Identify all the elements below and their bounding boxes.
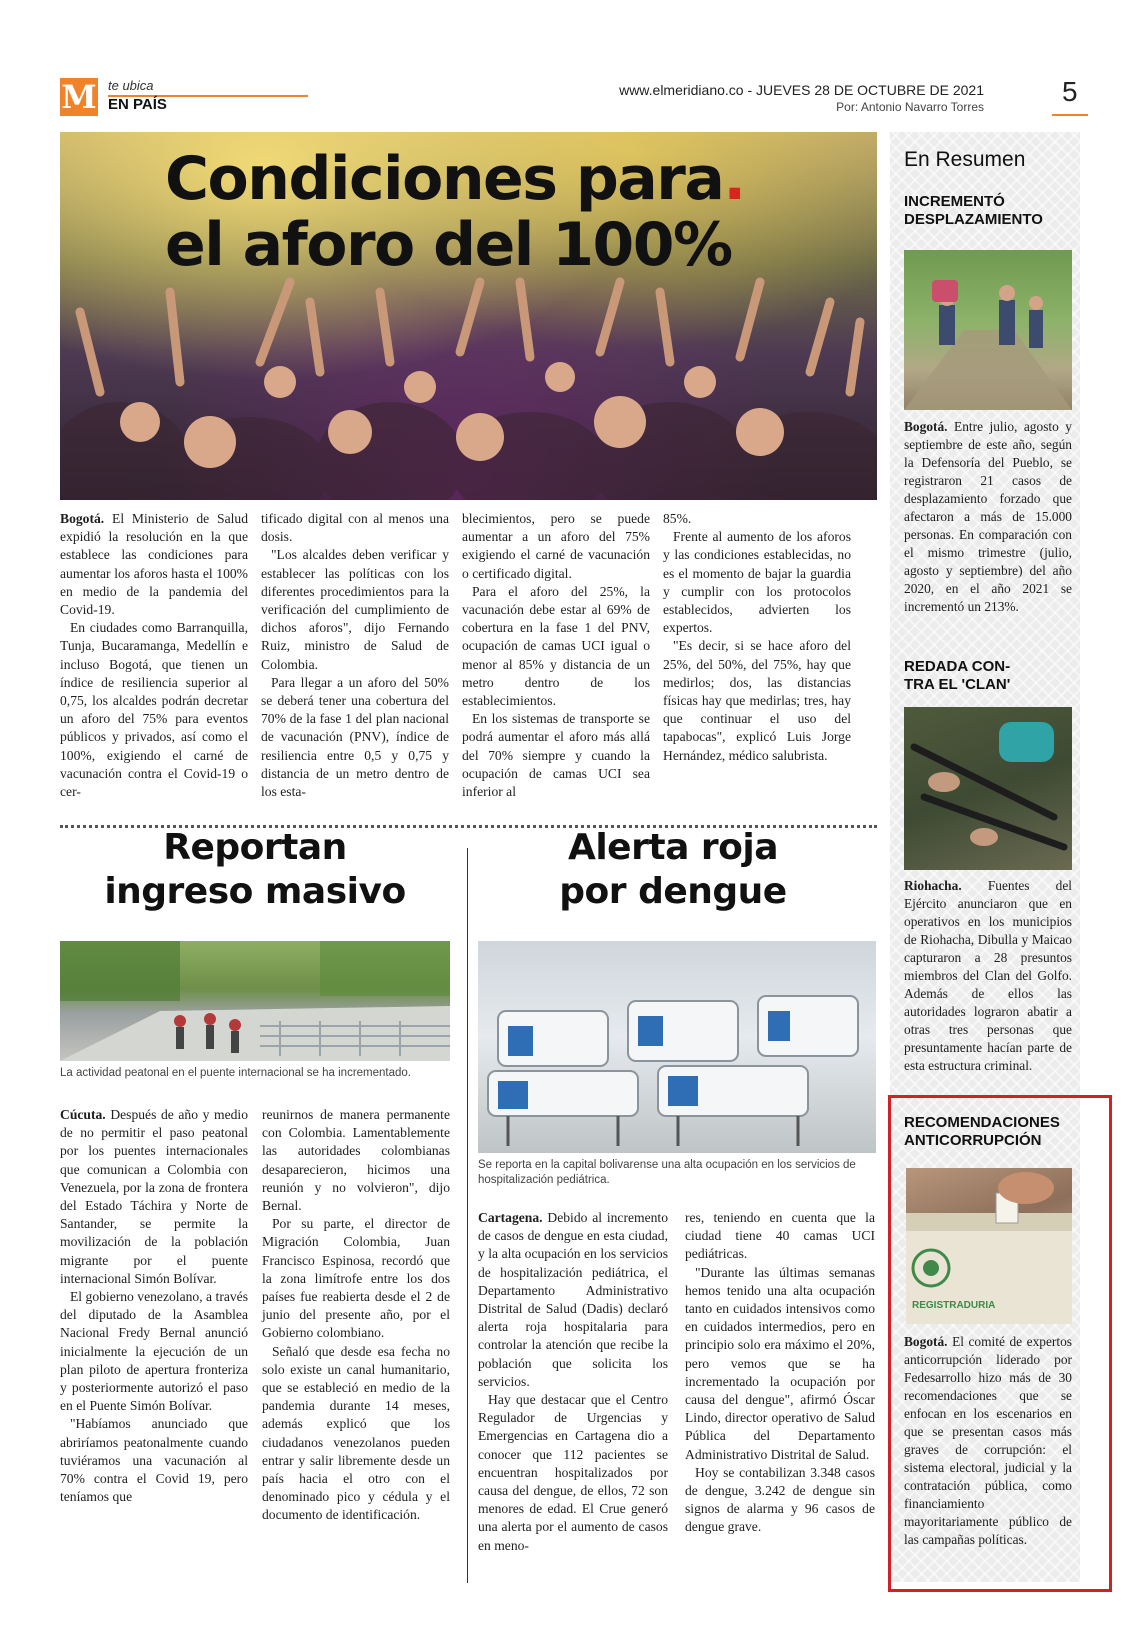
sidebar-item1-body: Entre julio, agosto y septiembre de este año, según la Defensoría del Pueblo, se registraron 21 casos de desplazamiento forzado que afectaron a más de 15.000 personas. En comparación con el mismo trimestre (julio, agosto y septiembre) del año 2020, en el año 2021 se incrementó un 213%. — [904, 419, 1072, 614]
byline: Por: Antonio Navarro Torres — [836, 100, 984, 114]
page-number-rule — [1052, 114, 1088, 116]
lead-col4-p3: "Es decir, si se hace aforo del 25%, del 50%, del 75%, hay que medirlos; dos, las distancias físicas hay que medirlas; tres, hay que continuar el uso del tapabocas", explicó Luis Jorge Hernández, médico salubrista. — [663, 638, 851, 763]
lead-col2-p3: Para llegar a un aforo del 50% se deberá tener una cobertura del 70% de la fase 1 del plan nacional de vacunación (PNV), índice de resiliencia entre 0,5 y 0,75 y distancia de un metro dentro de los esta- — [261, 674, 449, 800]
weapons-illustration — [904, 707, 1072, 870]
border-col1-p1: Después de año y medio de no permitir el paso peatonal por los puentes internacionales que comunican a Colombia con Venezuela, por la zona de frontera del Estado Táchira y Norte de Santander, se permite la movilización de la población migrante por el puente internacional Simón Bolívar. — [60, 1107, 248, 1286]
lead-column-3 — [462, 510, 650, 801]
sidebar-item2-headline — [904, 658, 1010, 694]
sidebar-item1-text — [904, 418, 1072, 616]
lead-col3-p3: En los sistemas de transporte se podrá aumentar el aforo más allá del 70% siempre y cuando la ocupación de camas UCI sea inferior al — [462, 711, 650, 800]
hero-crowd-photo — [60, 132, 877, 500]
newspaper-logo: M — [61, 78, 97, 116]
displacement-illustration — [904, 250, 1072, 410]
ballot-box-illustration — [906, 1168, 1072, 1324]
border-col1-p2: El gobierno venezolano, a través del diputado de la Asamblea Nacional Fredy Bernal anunció inicialmente la ejecución de un plan piloto de apertura fronteriza y posteriormente autorizó el paso en el Puente Simón Bolívar. — [60, 1289, 248, 1414]
dengue-headline-line1: Alerta roja — [567, 827, 779, 868]
sidebar-item2-body: Fuentes del Ejército anunciaron que en operativos en los municipios de Riohacha, Dibulla y Maicao capturaron a 28 presuntos miembros del Clan del Golfo. Además de ellos las autoridades lograron abatir a otras tres personas que presuntamente hacían parte de esta estructura criminal. — [904, 878, 1072, 1073]
sidebar-item2-headline-line2: TRA EL 'CLAN' — [904, 676, 1011, 693]
dengue-column-1 — [478, 1209, 668, 1555]
border-dateline: Cúcuta. — [60, 1107, 106, 1122]
sidebar-item3-text — [904, 1333, 1072, 1549]
lead-headline-line1: Condiciones para — [165, 144, 724, 214]
dengue-column-2 — [685, 1209, 875, 1537]
sidebar-item2-text — [904, 877, 1072, 1075]
sidebar-title: En Resumen — [904, 148, 1026, 171]
hospital-beds-photo — [478, 941, 876, 1153]
hospital-beds-illustration — [478, 941, 876, 1153]
lead-col3-p2: Para el aforo del 25%, la vacunación debe estar al 69% de cobertura en la fase 1 del PNV, ocupación de camas UCI igual o menor al 85% y distancia de un metro dentro de los establecimientos. — [462, 583, 650, 709]
dengue-col2-p2: "Durante las últimas semanas hemos tenido una alta ocupación tanto en cuidados intensivos como en cuidados intermedios, pero en principio solo era máximo el 20%, pero vemos que se ha incrementado la ocupación por causa del dengue", afirmó Óscar Lindo, director operativo de Salud Pública del Departamento Administrativo Distrital de Salud. — [685, 1264, 875, 1462]
dengue-headline — [478, 826, 868, 914]
column-rule — [467, 848, 468, 1583]
lead-col1-p2: En ciudades como Barranquilla, Tunja, Bucaramanga, Medellín e incluso Bogotá, que tienen un índice de resiliencia superior al 0,75, los alcaldes podrán decretar un aforo del 75% para eventos públicos y privados, así como el 100%, exigiendo el carné de vacunación contra el Covid-19 o cer- — [60, 620, 248, 800]
sidebar-item1-headline-line2: DESPLAZAMIENTO — [904, 211, 1043, 228]
dengue-headline-line2: por dengue — [559, 871, 787, 912]
border-headline-line1: Reportan — [163, 827, 347, 868]
lead-headline-dot: . — [723, 144, 745, 214]
sidebar-item3-dateline: Bogotá. — [904, 1334, 948, 1349]
lead-dateline: Bogotá. — [60, 511, 105, 526]
sidebar-item1-headline-line1: INCREMENTÓ — [904, 193, 1005, 210]
sidebar-item2-headline-line1: REDADA CON- — [904, 658, 1011, 675]
border-col1-p3: "Habíamos anunciado que abriríamos peatonalmente cuando tuviéramos una vacunación al 70% contra el Covid 19, pero teníamos que — [60, 1416, 248, 1505]
border-column-2 — [262, 1106, 450, 1525]
sidebar-item1-headline — [904, 193, 1043, 229]
bridge-photo — [60, 941, 450, 1061]
lead-column-2 — [261, 510, 449, 801]
sidebar-item2-dateline: Riohacha. — [904, 878, 962, 893]
site-and-date: www.elmeridiano.co - JUEVES 28 DE OCTUBRE DE 2021 — [619, 82, 984, 98]
dengue-dateline: Cartagena. — [478, 1210, 543, 1225]
dengue-col1-p2: Hay que destacar que el Centro Regulador de Urgencias y Emergencias en Cartagena dio a conocer que 112 pacientes se encuentran hospitalizados por causa del dengue, de ellos, 72 son menores de edad. El Crue generó una alerta por el aumento de casos en meno- — [478, 1392, 668, 1553]
lead-column-1 — [60, 510, 248, 801]
border-col2-p1: reunirnos de manera permanente con Colombia. Lamentablemente las autoridades colombianas desaparecieron, hicimos una reunión y no volvieron", dijo Bernal. — [262, 1107, 450, 1214]
military-operation-photo — [904, 707, 1072, 870]
border-headline — [60, 826, 450, 914]
border-headline-line2: ingreso masivo — [104, 871, 406, 912]
lead-headline-line2: el aforo del 100% — [165, 210, 732, 280]
sidebar-item3-headline-line1: RECOMENDACIONES — [904, 1114, 1060, 1131]
dengue-col1-p1: Debido al incremento de casos de dengue en esta ciudad, y la alta ocupación en los servicios de hospitalización pediátrica, el Departamento Administrativo Distrital de Salud (Dadis) declaró alerta roja hospitalaria para controlar la atención que recibe la población que solicita los servicios. — [478, 1210, 668, 1389]
lead-col3-p1: blecimientos, pero se puede aumentar a un aforo del 75% exigiendo el carné de vacunación o certificado digital. — [462, 511, 650, 581]
ballot-box-logo-text: REGISTRADURIA — [912, 1300, 996, 1311]
section-name: EN PAÍS — [108, 96, 167, 113]
border-col2-p3: Señaló que desde esa fecha no solo existe un canal humanitario, que se estableció en medio de la pandemia durante 14 meses, además explicó que los ciudadanos venezolanos pueden entrar y salir libremente desde un país hacia el otro con el denominado pico y cédula y el documento de identificación. — [262, 1343, 450, 1523]
page-number: 5 — [1062, 76, 1078, 107]
ballot-box-photo — [906, 1168, 1072, 1324]
border-col2-p2: Por su parte, el director de Migración Colombia, Juan Francisco Espinosa, recordó que la zona limítrofe entre los dos países fue reabierta desde el 2 de junio del presente año, por el Gobierno colombiano. — [262, 1216, 450, 1341]
lead-col4-p2: Frente al aumento de los aforos y las condiciones establecidas, no es el momento de bajar la guardia y cumplir con los protocolos establecidos, advierten los expertos. — [663, 529, 851, 636]
sidebar-item3-headline — [904, 1114, 1060, 1150]
lead-col2-p2: "Los alcaldes deben verificar y establecer las políticas con los diferentes procedimientos para la verificación del cumplimiento de dichos aforos", dijo Fernando Ruiz, ministro de Salud de Colombia. — [261, 547, 449, 672]
border-photo-caption: La actividad peatonal en el puente internacional se ha incrementado. — [60, 1067, 411, 1079]
lead-col1-p1: El Ministerio de Salud expidió la resolución en la que establece las condiciones para aumentar los aforos hasta el 100% en medio de la pandemia del Covid-19. — [60, 511, 248, 618]
section-kicker: te ubica — [108, 78, 154, 93]
dengue-col2-p3: Hoy se contabilizan 3.348 casos de dengue, 3.242 de dengue sin signos de alarma y 96 casos de dengue grave. — [685, 1464, 875, 1535]
lead-col4-p1: 85%. — [663, 511, 692, 526]
bridge-illustration — [60, 941, 450, 1061]
sidebar-item1-dateline: Bogotá. — [904, 419, 948, 434]
dengue-col2-p1: res, teniendo en cuenta que la ciudad tiene 40 camas UCI pediátricas. — [685, 1210, 875, 1262]
lead-col2-p1: tificado digital con al menos una dosis. — [261, 511, 449, 545]
lead-column-4 — [663, 510, 851, 765]
dengue-photo-caption: Se reporta en la capital bolivarense una alta ocupación en los servicios de hospitalización pediátrica. — [478, 1159, 856, 1186]
lead-headline — [165, 146, 865, 278]
sidebar-item3-body: El comité de expertos anticorrupción liderado por Fedesarrollo hizo más de 30 recomendaciones que se enfocan en los escenarios en que se presentan casos más graves de corrupción: el sistema electoral, judicial y la contratación pública, como financiamiento mayoritariamente público de las campañas políticas. — [904, 1334, 1072, 1547]
border-column-1 — [60, 1106, 248, 1506]
sidebar-item3-headline-line2: ANTICORRUPCIÓN — [904, 1132, 1042, 1149]
displacement-photo — [904, 250, 1072, 410]
